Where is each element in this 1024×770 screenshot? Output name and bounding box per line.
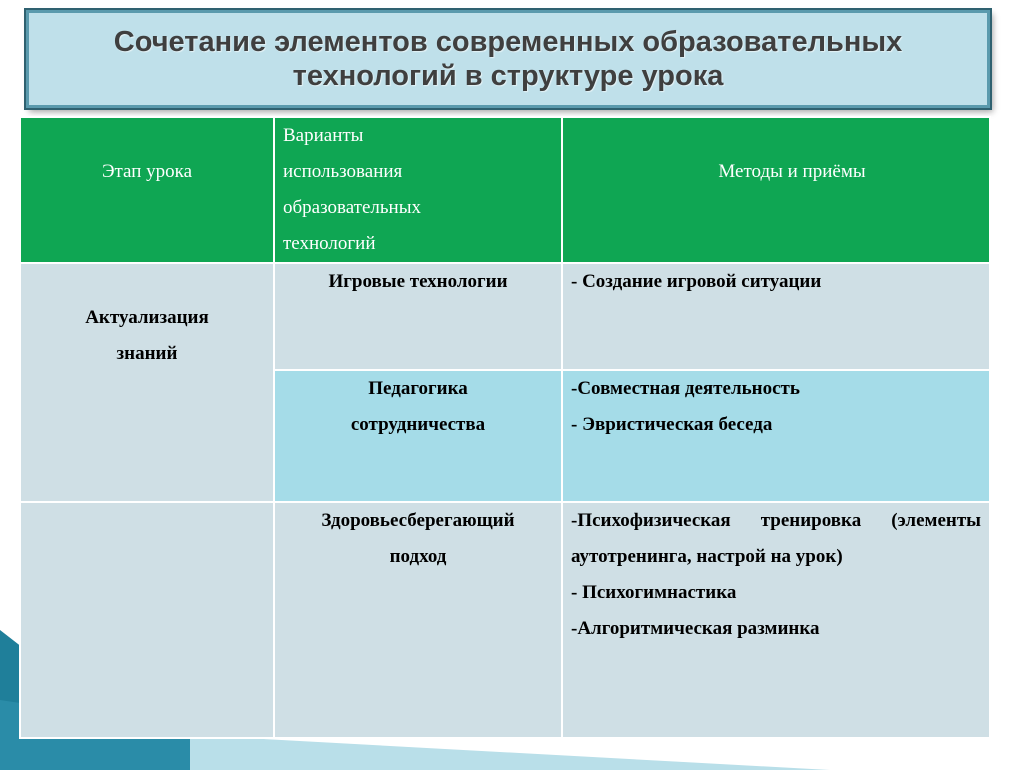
header-variants-line: технологий [283, 233, 376, 254]
variant-label: Здоровьесберегающий [321, 510, 515, 531]
methods-cell [562, 502, 990, 738]
method-item: - Психогимнастика [571, 582, 737, 603]
method-item: -Совместная деятельность [571, 378, 800, 399]
stage-cell-empty [20, 502, 274, 738]
variant-label: Педагогика [368, 378, 468, 399]
slide-title [114, 25, 902, 93]
method-item: -Алгоритмическая разминка [571, 618, 820, 639]
lesson-structure-table [19, 116, 991, 739]
method-item-justified: -Психофизическая тренировка (элементы аутотренинга, настрой на урок) [571, 510, 981, 567]
methods-cell [562, 370, 990, 502]
variant-cell [274, 370, 562, 502]
table-row [20, 502, 990, 738]
slide-title-line-1: Сочетание элементов современных образовательных [113, 26, 903, 58]
methods-cell [562, 263, 990, 370]
table-row [20, 263, 990, 370]
variant-cell [274, 502, 562, 738]
stage-cell-actualization [20, 263, 274, 502]
header-variants [274, 117, 562, 263]
table-header-row [20, 117, 990, 263]
header-methods: Методы и приёмы [562, 117, 990, 263]
slide-title-box [26, 10, 990, 108]
variant-label: подход [389, 546, 447, 567]
header-variants-line: использования [283, 161, 403, 182]
header-stage: Этап урока [20, 117, 274, 263]
method-item: - Эвристическая беседа [571, 414, 773, 435]
variant-label: Игровые технологии [328, 271, 508, 292]
method-item: - Создание игровой ситуации [571, 271, 822, 292]
corner-decoration-light [190, 735, 830, 770]
variant-label: сотрудничества [350, 414, 486, 435]
stage-label-line: Актуализация [85, 307, 209, 328]
variant-cell [274, 263, 562, 370]
stage-label-line: знаний [116, 343, 178, 364]
header-variants-line: образовательных [283, 197, 421, 218]
slide-title-line-2: технологий в структуре урока [292, 60, 724, 92]
header-variants-line: Варианты [283, 125, 364, 146]
